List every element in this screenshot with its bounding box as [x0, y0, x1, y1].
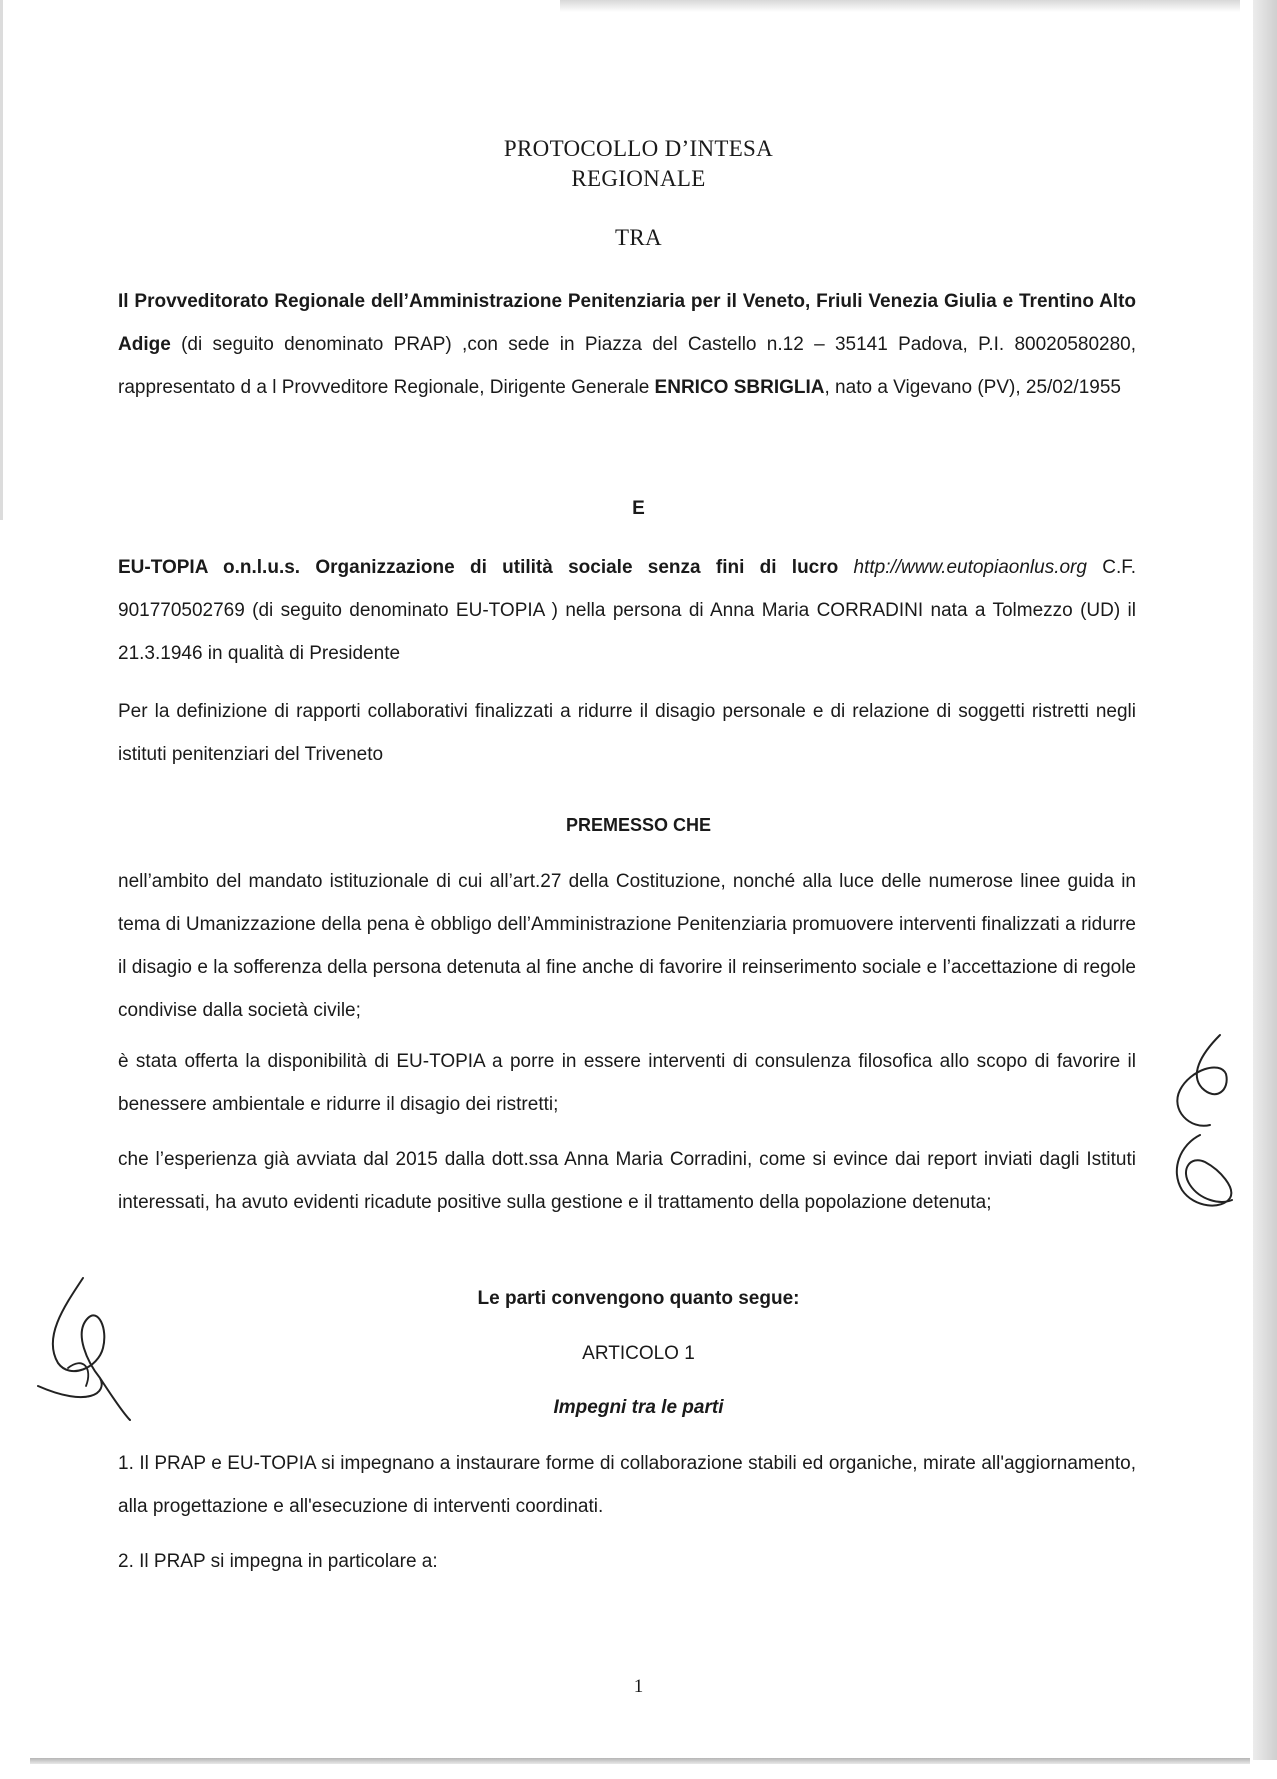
party-2-name: EU-TOPIA o.n.l.u.s. — [118, 557, 301, 578]
title-line-2: REGIONALE — [571, 166, 706, 191]
premise-1: nell’ambito del mandato istituzionale di cui all’art.27 della Costituzione, nonché alla luce delle numerose linee guida in tema di Umanizzazione della pena è obbligo dell’Amministrazione Penitenziaria promuovere interventi finalizzati a ridurre il disagio e la sofferenza della persona detenuta al fine anche di favorire il reinserimento sociale e l’accettazione di regole condivise dalla società civile; — [118, 871, 1136, 1021]
premise-2: è stata offerta la disponibilità di EU-TOPIA a porre in essere interventi di consulenza filosofica allo scopo di favorire il benessere ambientale e ridurre il disagio dei ristretti; — [118, 1051, 1136, 1115]
scan-edge-left — [0, 0, 3, 520]
party-1-name: Il Provveditorato Regionale dell’Amministrazione Penitenziaria per il Veneto, Friuli Venezia Giulia e Trentino Alto Adige — [118, 291, 1136, 355]
party-2-description: Organizzazione di utilità sociale senza fini di lucro — [300, 557, 854, 578]
scan-edge-right — [1253, 0, 1277, 1760]
page-number: 1 — [633, 1676, 644, 1697]
purpose-paragraph: Per la definizione di rapporti collaborativi finalizzati a ridurre il disagio personale e di relazione di soggetti ristretti negli istituti penitenziari del Triveneto — [118, 701, 1136, 765]
premesso-heading: PREMESSO CHE — [565, 815, 712, 835]
premise-3: che l’esperienza già avviata dal 2015 dalla dott.ssa Anna Maria Corradini, come si evince dai report inviati dagli Istituti interessati, ha avuto evidenti ricadute positive sulla gestione e il trattamento della popolazione detenuta; — [118, 1149, 1136, 1213]
party-1-birth: , nato a Vigevano (PV), 25/02/1955 — [824, 377, 1121, 398]
scan-edge-top — [560, 0, 1240, 12]
title-tra: TRA — [615, 225, 662, 250]
party-2-paragraph — [118, 546, 1136, 675]
party-1-paragraph — [118, 280, 1136, 409]
point-2: 2. Il PRAP si impegna in particolare a: — [118, 1551, 438, 1572]
scan-edge-bottom — [30, 1758, 1250, 1764]
party-1-representative: ENRICO SBRIGLIA — [654, 377, 825, 398]
initials-signature-left — [28, 1268, 138, 1428]
separator-e: E — [632, 498, 645, 519]
agreement-intro: Le parti convengono quanto segue: — [477, 1288, 800, 1309]
party-2-details: C.F. 901770502769 (di seguito denominato EU-TOPIA ) nella persona di Anna Maria CORRADINI nata a Tolmezzo (UD) il 21.3.1946 in qualità di Presidente — [118, 557, 1137, 664]
party-2-website[interactable]: http://www.eutopiaonlus.org — [853, 557, 1087, 578]
party-1-details: (di seguito denominato PRAP) ,con sede in Piazza del Castello n.12 – 35141 Padova, P.I. 80020580280, rappresentato d a l Provveditore Regionale, Dirigente Generale — [118, 334, 1136, 398]
point-1: 1. Il PRAP e EU-TOPIA si impegnano a instaurare forme di collaborazione stabili ed organiche, mirate all'aggiornamento, alla progettazione e all'esecuzione di interventi coordinati. — [118, 1453, 1136, 1517]
title-line-1: PROTOCOLLO D’INTESA — [503, 136, 774, 161]
initials-signature-right — [1160, 1030, 1240, 1230]
article-label: ARTICOLO 1 — [582, 1343, 695, 1364]
article-title: Impegni tra le parti — [553, 1397, 724, 1418]
